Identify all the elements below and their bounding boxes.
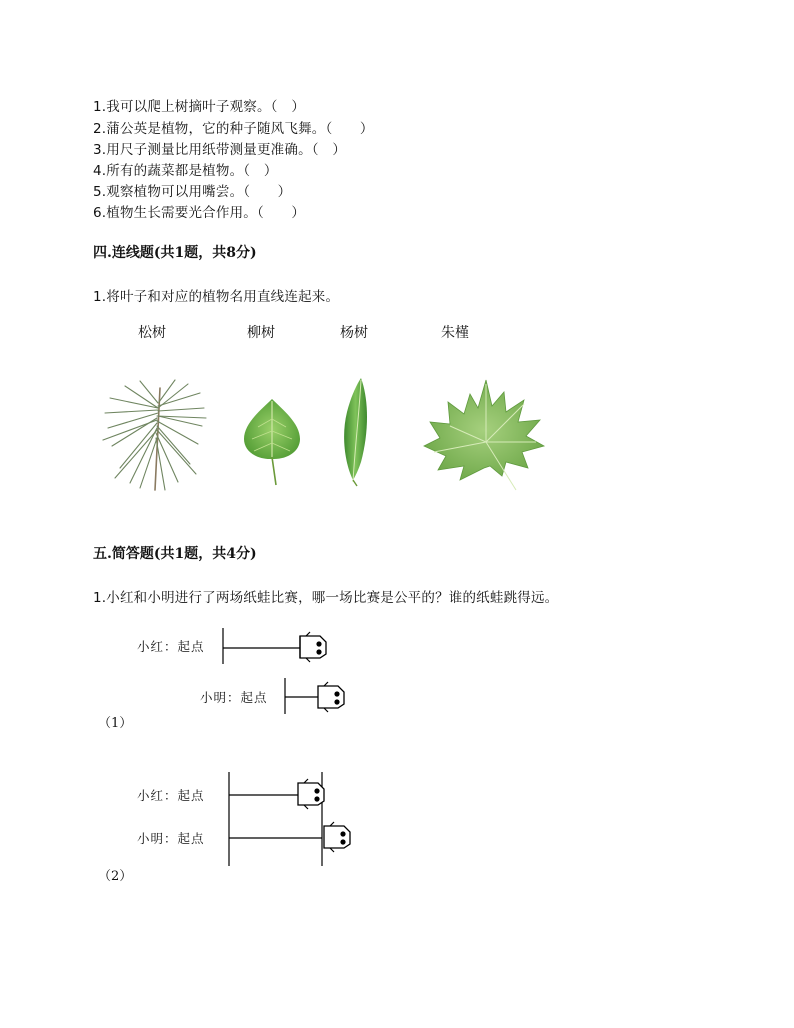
section4-question: 1.将叶子和对应的植物名用直线连起来。 xyxy=(93,289,340,305)
race2-ming-frog-icon xyxy=(322,822,352,856)
race1-number: （1） xyxy=(98,716,133,731)
section4-title: 四.连线题(共1题，共8分) xyxy=(93,245,257,261)
judgement-item-4: 4.所有的蔬菜都是植物。（ ） xyxy=(93,163,278,179)
race2-red-label: 小红：起点 xyxy=(137,788,205,803)
judgement-item-1: 1.我可以爬上树摘叶子观察。（ ） xyxy=(93,99,306,115)
race2-number: （2） xyxy=(98,869,133,884)
judgement-item-3: 3.用尺子测量比用纸带测量更准确。（ ） xyxy=(93,142,347,158)
race1-ming-start: 起点 xyxy=(240,690,268,705)
plant-name-pine: 松树 xyxy=(138,325,166,341)
plant-name-hibiscus: 朱槿 xyxy=(441,325,469,341)
race1-red-label: 小红：起点 xyxy=(137,639,205,654)
section5-title: 五.简答题(共1题，共4分) xyxy=(93,546,257,562)
race2-red-start: 起点 xyxy=(177,788,205,803)
section5-question: 1.小红和小明进行了两场纸蛙比赛，哪一场比赛是公平的？谁的纸蛙跳得远。 xyxy=(93,590,559,606)
plant-name-willow: 柳树 xyxy=(247,325,275,341)
judgement-item-5: 5.观察植物可以用嘴尝。（ ） xyxy=(93,184,292,200)
plant-name-poplar: 杨树 xyxy=(340,325,368,341)
race1-ming-label: 小明：起点 xyxy=(200,690,268,705)
race1-red-start: 起点 xyxy=(177,639,205,654)
judgement-item-2: 2.蒲公英是植物，它的种子随风飞舞。（ ） xyxy=(93,121,374,137)
race2-red-frog-icon xyxy=(296,779,326,813)
judgement-item-6: 6.植物生长需要光合作用。（ ） xyxy=(93,205,306,221)
race2-ming-label: 小明：起点 xyxy=(137,831,205,846)
race2-ming-start: 起点 xyxy=(177,831,205,846)
